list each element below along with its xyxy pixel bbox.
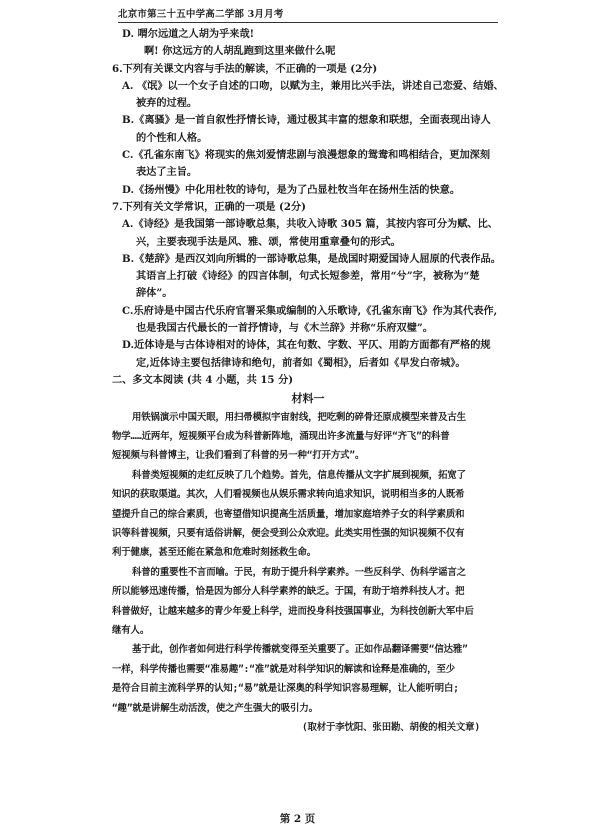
q5-option-d-translation: 啊! 你这远方的人胡乱跑到这里来做什么呢 — [144, 45, 336, 58]
q6-option-b-line2: 的个性和人格。 — [136, 131, 208, 144]
material-title: 材料一 — [291, 392, 325, 406]
q6-option-c-line2: 表达了主旨。 — [136, 166, 198, 179]
article-p4-line4: “趣”就是讲解生动活泼，使之产生强大的吸引力。 — [112, 702, 318, 714]
article-p1-line1: 用铁锅演示中国天眼，用扫帚模拟宇宙射线，把吃剩的碎骨还原成模型来普及古生 — [132, 411, 466, 423]
q7-option-a-line2: 兴，主要表现手法是风、雅、颂，常使用重章叠句的形式。 — [136, 235, 401, 248]
q7-option-d-line2: 定,近体诗主要包括律诗和绝句，前者如《蜀相》，后者如《早发白帝城》。 — [136, 356, 466, 369]
q7-option-c-line2: 也是我国古代最长的一首抒情诗，与《木兰辞》并称“乐府双璧”。 — [136, 322, 433, 335]
article-p2-line5: 利于健康，甚至还能在紧急和危难时刻拯救生命。 — [112, 547, 317, 559]
section-2-heading: 二、多文本阅读 (共 4 小题，共 15 分) — [112, 373, 294, 386]
article-p2-line4: 识等科普视频，只要有适俗讲解，便会受到公众欢迎。此类实用性强的知识视频不仅有 — [112, 527, 465, 539]
article-p3-line2: 所以能够迅速传播，恰是因为部分人科学素养的缺乏。于国，有助于培养科技人才。把 — [112, 586, 465, 598]
q7-option-b-line2: 其语言上打破《诗经》的四言体制，句式长短参差，常用“兮”字，被称为“楚 — [136, 270, 480, 283]
q7-option-b-line3: 辞体”。 — [136, 287, 173, 300]
article-p1-line3: 短视频与科普博主，让我们看到了科普的另一种“打开方式”。 — [112, 450, 365, 462]
article-source: (取材于李忱阳、张田勘、胡俊的相关文章) — [301, 722, 480, 734]
article-p1-line2: 物学……近两年，短视频平台成为科普新阵地，涌现出许多流量与好评“齐飞”的科普 — [112, 430, 450, 442]
q7-option-a-line1: A.《诗经》是我国第一部诗歌总集，共收入诗歌 305 篇，其按内容可分为赋、比、 — [122, 218, 498, 231]
q6-option-b-line1: B.《离骚》是一首自叙性抒情长诗，通过极其丰富的想象和联想，全面表现出诗人 — [122, 114, 491, 127]
article-p2-line1: 科普类短视频的走红反映了几个趋势。首先，信息传播从文字扩展到视频，拓宽了 — [132, 469, 466, 481]
q5-option-d: D. 喟尔远道之人胡为乎来哉! — [122, 28, 255, 40]
article-p3-line4: 继有人。 — [112, 625, 150, 636]
q6-option-a-line2: 被弃的过程。 — [136, 97, 198, 110]
article-p4-line2: 一样，科学传播也需要“准易趣”:“准”就是对科学知识的解读和诠释是准确的，至少 — [112, 663, 456, 675]
q6-option-c-line1: C.《孔雀东南飞》将现实的焦刘爱情悲剧与浪漫想象的鸳鸯和鸣相结合，更加深刻 — [122, 149, 491, 162]
q6-stem: 6.下列有关课文内容与手法的解读，不正确的一项是 (2分) — [112, 62, 378, 75]
article-p3-line1: 科普的重要性不言而喻。于民，有助于提升科学素养。一些反科学、伪科学谣言之 — [132, 566, 466, 578]
article-p4-line1: 基于此，创作者如何进行科学传播就变得至关重要了。正如作品翻译需要“信达雅” — [132, 644, 468, 656]
page-number: 第 2 页 — [279, 813, 316, 825]
q7-option-d-line1: D.近体诗是与古体诗相对的诗体，其在句数、字数、平仄、用韵方面都有严格的规 — [122, 339, 491, 352]
q6-option-a-line1: A. 《氓》以一个女子自述的口吻，以赋为主，兼用比兴手法，讲述自己恋爱、结婚、 — [122, 79, 504, 92]
article-body — [112, 408, 504, 738]
article-p4-line3: 是符合目前主流科学界的认知;“易”就是让深奥的科学知识容易理解，让人能听明白; — [112, 683, 459, 695]
q7-option-b-line1: B.《楚辞》是西汉刘向所辑的一部诗歌总集，是战国时期爱国诗人屈原的代表作品。 — [122, 252, 501, 265]
article-p2-line3: 望提升自己的综合素质，也寄望借知识提高生活质量，增加家庭培养子女的科学素质和 — [112, 508, 465, 520]
q7-option-c-line1: C.乐府诗是中国古代乐府官署采集或编制的入乐歌诗,《孔雀东南飞》作为其代表作, — [122, 304, 498, 317]
q7-stem: 7.下列有关文学常识，正确的一项是 (2分) — [112, 200, 306, 213]
article-p2-line2: 知识的获取渠道。其次，人们看视频也从娱乐需求转向追求知识，说明相当多的人既希 — [112, 489, 465, 501]
q6-option-d-line1: D.《扬州慢》中化用杜牧的诗句，是为了凸显杜牧当年在扬州生活的快意。 — [122, 183, 461, 196]
article-p3-line3: 科普做好，让越来越多的青少年爱上科学，进而投身科技强国事业，为科技创新大军中后 — [112, 605, 474, 617]
page-header: 北京市第三十五中学高二学部 3月月考 — [118, 6, 498, 23]
page-content — [112, 26, 504, 737]
